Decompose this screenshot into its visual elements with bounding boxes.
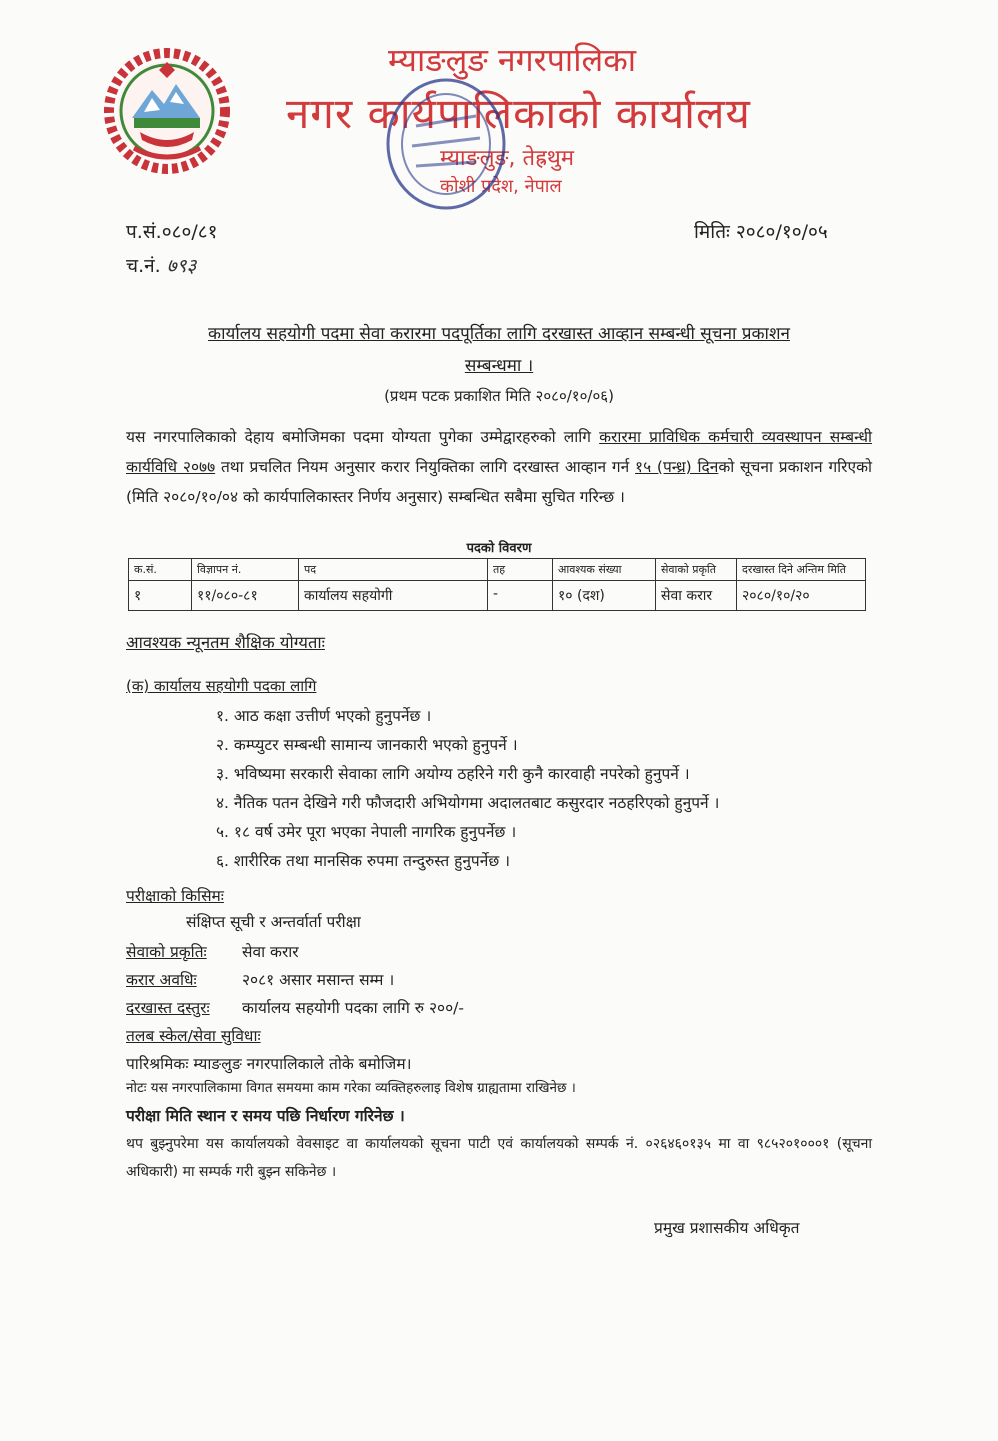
intro-part-3: तथा प्रचलित नियम अनुसार करार नियुक्तिका लागि दरखास्त आव्हान गर्न	[215, 458, 636, 476]
fee-value: कार्यालय सहयोगी पदका लागि रु २००/-	[242, 999, 464, 1017]
intro-duration: १५ (पन्ध्र) दिन	[635, 458, 719, 476]
table-header: क.सं.	[129, 559, 192, 581]
table-header: पद	[299, 559, 488, 581]
table-cell: कार्यालय सहयोगी	[299, 581, 488, 611]
subject	[126, 318, 872, 382]
contact-info: थप बुझ्नुपरेमा यस कार्यालयको वेवसाइट वा कार्यालयको सूचना पाटी एवं कार्यालयको सम्पर्क नं. ०२६४६०१३५ मा वा ९८५२०१०००१ (सूचना अधिकारी) मा सम्पर्क गरी बुझ्न सकिनेछ ।	[126, 1136, 872, 1180]
cn-label: च.नं.	[126, 255, 161, 277]
table-title: पदको विवरण	[466, 541, 532, 556]
table-cell: १० (दश)	[553, 581, 656, 611]
letter-date	[694, 218, 828, 244]
table-header: दरखास्त दिने अन्तिम मिति	[737, 559, 866, 581]
intro-part-5: को सूचना प्रकाशन गरिएको (मिति २०८०/१०/०४ को कार्यपालिकास्तर निर्णय अनुसार) सम्बन्धित सबैमा सुचित गरिन्छ ।	[126, 458, 873, 506]
table-header: सेवाको प्रकृति	[656, 559, 737, 581]
remuneration: पारिश्रमिकः म्याङलुङ नगरपालिकाले तोके बमोजिम।	[126, 1055, 412, 1073]
table-row	[129, 581, 866, 611]
fee-label: दरखास्त दस्तुरः	[126, 999, 210, 1017]
list-item: १. आठ कक्षा उत्तीर्ण भएको हुनुपर्नेछ ।	[216, 707, 432, 725]
table-header: तह	[488, 559, 553, 581]
qualifications-heading: आवश्यक न्यूनतम शैक्षिक योग्यताः	[126, 633, 325, 652]
signatory-title: प्रमुख प्रशासकीय अधिकृत	[654, 1219, 800, 1237]
list-item: ४. नैतिक पतन देखिने गरी फौजदारी अभियोगमा अदालतबाट कसुरदार नठहरिएको हुनुपर्ने ।	[216, 794, 720, 812]
exam-type-label	[126, 884, 224, 906]
office-stamp	[376, 66, 516, 216]
qualifications-list	[216, 702, 719, 876]
table-cell: -	[488, 581, 553, 611]
list-item: ५. १८ वर्ष उमेर पूरा भएका नेपाली नागरिक हुनुपर्नेछ ।	[216, 823, 517, 841]
municipality-name: म्याङलुङ नगरपालिका	[388, 41, 637, 79]
dispatch-number	[126, 252, 196, 278]
exam-type-value: संक्षिप्त सूची र अन्तर्वार्ता परीक्षा	[186, 913, 361, 931]
exam-date-note: परीक्षा मिति स्थान र समय पछि निर्धारण गरिनेछ ।	[126, 1107, 405, 1125]
date-value: २०८०/१०/०५	[735, 221, 828, 243]
office-province: कोशी प्रदेश, नेपाल	[440, 176, 562, 197]
contract-label: करार अवधिः	[126, 971, 197, 989]
cn-value: ७९३	[166, 255, 197, 277]
list-item: ३. भविष्यमा सरकारी सेवाका लागि अयोग्य ठहरिने गरी कुनै कारवाही नपरेको हुनुपर्ने ।	[216, 765, 690, 783]
intro-part-1: यस नगरपालिकाको देहाय बमोजिमका पदमा योग्यता पुगेका उम्मेद्वारहरुको लागि	[126, 428, 600, 446]
list-item: २. कम्प्युटर सम्बन्धी सामान्य जानकारी भएको हुनुपर्ने ।	[216, 736, 518, 754]
service-label: सेवाको प्रकृतिः	[126, 943, 207, 961]
subject-line-2: सम्बन्धमा ।	[464, 356, 534, 376]
table-header-row	[129, 559, 866, 581]
table-cell: सेवा करार	[656, 581, 737, 611]
table-cell: २०८०/१०/२०	[737, 581, 866, 611]
intro-procedure-name: करारमा प्राविधिक कर्मचारी व्यवस्थापन सम्बन्धी कार्यविधि २०७७	[126, 428, 872, 476]
table-header: आवश्यक संख्या	[553, 559, 656, 581]
subject-line-1: कार्यालय सहयोगी पदमा सेवा करारमा पदपूर्तिका लागि दरखास्त आव्हान सम्बन्धी सूचना प्रकाशन	[208, 324, 790, 344]
service-nature	[126, 940, 299, 962]
salary-label: तलब स्केल/सेवा सुविधाः	[126, 1027, 261, 1045]
qualifications-subheading: (क) कार्यालय सहयोगी पदका लागि	[126, 677, 317, 695]
salary-scale	[126, 1024, 261, 1046]
note: नोटः यस नगरपालिकामा विगत समयमा काम गरेका व्यक्तिहरुलाइ विशेष ग्राह्यतामा राखिनेछ ।	[126, 1080, 576, 1096]
table-cell: १	[129, 581, 192, 611]
table-cell: ११/०८०-८१	[192, 581, 299, 611]
exam-label: परीक्षाको किसिमः	[126, 887, 224, 905]
contract-value: २०८१ असार मसान्त सम्म ।	[242, 971, 395, 989]
application-fee	[126, 996, 464, 1018]
office-name: नगर कार्यपालिकाको कार्यालय	[286, 89, 751, 138]
position-table	[128, 558, 866, 611]
service-value: सेवा करार	[242, 943, 299, 961]
nepal-government-emblem	[104, 48, 230, 174]
ps-value: ०८०/८१	[161, 221, 218, 243]
ps-label: प.सं.	[126, 221, 162, 243]
contract-duration	[126, 968, 394, 990]
office-location: म्याङलुङ, तेह्रथुम	[440, 146, 574, 171]
reference-number	[126, 218, 218, 244]
first-published-note: (प्रथम पटक प्रकाशित मिति २०८०/१०/०६)	[384, 387, 614, 405]
table-header: विज्ञापन नं.	[192, 559, 299, 581]
date-label: मितिः	[694, 221, 730, 243]
list-item: ६. शारीरिक तथा मानसिक रुपमा तन्दुरुस्त हुनुपर्नेछ ।	[216, 852, 511, 870]
intro-paragraph	[126, 422, 872, 512]
